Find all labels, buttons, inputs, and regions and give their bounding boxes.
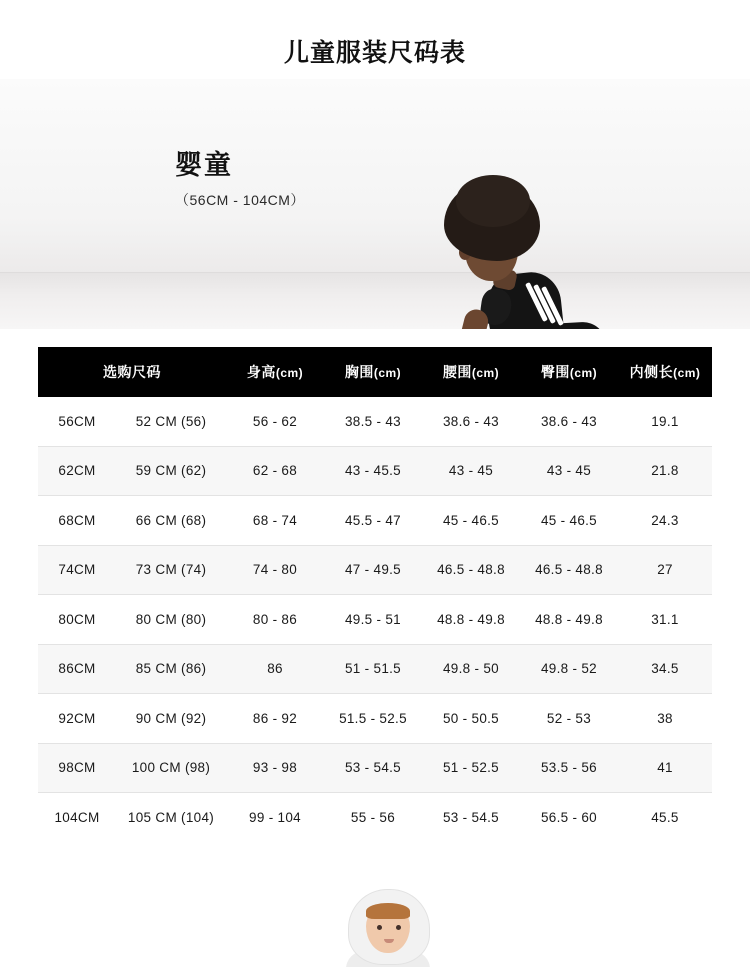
cell-chest: 51 - 51.5 <box>324 644 422 694</box>
child-eye-right <box>396 925 401 930</box>
column-header-chest: 胸围(cm) <box>324 347 422 397</box>
table-row <box>38 446 712 496</box>
size-table-head <box>38 347 712 397</box>
cell-pick: 73 CM (74) <box>116 545 226 595</box>
child-in-white-hoodie-photo <box>330 889 446 967</box>
cell-waist: 51 - 52.5 <box>422 743 520 793</box>
cell-pick: 59 CM (62) <box>116 446 226 496</box>
table-row <box>38 743 712 793</box>
cell-inseam: 34.5 <box>618 644 712 694</box>
hero-floor <box>0 273 750 329</box>
cell-pick: 100 CM (98) <box>116 743 226 793</box>
cell-height: 68 - 74 <box>226 496 324 546</box>
cell-chest: 47 - 49.5 <box>324 545 422 595</box>
cell-size: 80CM <box>38 595 116 645</box>
cell-inseam: 41 <box>618 743 712 793</box>
cell-pick: 85 CM (86) <box>116 644 226 694</box>
cell-size: 92CM <box>38 694 116 744</box>
cell-hip: 49.8 - 52 <box>520 644 618 694</box>
toddler-hair-top <box>456 175 530 227</box>
cell-height: 86 - 92 <box>226 694 324 744</box>
cell-pick: 80 CM (80) <box>116 595 226 645</box>
page-title: 儿童服装尺码表 <box>283 39 466 67</box>
cell-waist: 46.5 - 48.8 <box>422 545 520 595</box>
toddler-crawling-photo <box>408 181 623 329</box>
column-header-height: 身高(cm) <box>226 347 324 397</box>
cell-inseam: 31.1 <box>618 595 712 645</box>
cell-height: 62 - 68 <box>226 446 324 496</box>
cell-waist: 45 - 46.5 <box>422 496 520 546</box>
table-row <box>38 595 712 645</box>
cell-chest: 43 - 45.5 <box>324 446 422 496</box>
cell-size: 98CM <box>38 743 116 793</box>
cell-inseam: 27 <box>618 545 712 595</box>
hero-text-block <box>175 149 305 210</box>
cell-waist: 38.6 - 43 <box>422 397 520 446</box>
hero-banner <box>0 79 750 329</box>
cell-waist: 50 - 50.5 <box>422 694 520 744</box>
cell-chest: 45.5 - 47 <box>324 496 422 546</box>
table-row <box>38 694 712 744</box>
cell-height: 93 - 98 <box>226 743 324 793</box>
cell-height: 99 - 104 <box>226 793 324 842</box>
column-header-inseam: 内侧长(cm) <box>618 347 712 397</box>
table-row <box>38 545 712 595</box>
child-hair-fringe <box>366 903 410 919</box>
child-eye-left <box>377 925 382 930</box>
cell-height: 74 - 80 <box>226 545 324 595</box>
cell-pick: 105 CM (104) <box>116 793 226 842</box>
cell-inseam: 21.8 <box>618 446 712 496</box>
cell-size: 104CM <box>38 793 116 842</box>
cell-height: 86 <box>226 644 324 694</box>
cell-chest: 51.5 - 52.5 <box>324 694 422 744</box>
cell-size: 86CM <box>38 644 116 694</box>
table-row <box>38 644 712 694</box>
bottom-banner <box>0 889 750 967</box>
table-header-row <box>38 347 712 397</box>
table-row <box>38 397 712 446</box>
cell-waist: 53 - 54.5 <box>422 793 520 842</box>
cell-pick: 66 CM (68) <box>116 496 226 546</box>
table-row <box>38 496 712 546</box>
cell-chest: 53 - 54.5 <box>324 743 422 793</box>
cell-hip: 52 - 53 <box>520 694 618 744</box>
cell-inseam: 38 <box>618 694 712 744</box>
cell-hip: 45 - 46.5 <box>520 496 618 546</box>
cell-inseam: 24.3 <box>618 496 712 546</box>
cell-waist: 48.8 - 49.8 <box>422 595 520 645</box>
column-header-pick-size: 选购尺码 <box>38 347 226 397</box>
cell-pick: 90 CM (92) <box>116 694 226 744</box>
cell-chest: 38.5 - 43 <box>324 397 422 446</box>
cell-hip: 56.5 - 60 <box>520 793 618 842</box>
cell-pick: 52 CM (56) <box>116 397 226 446</box>
cell-inseam: 19.1 <box>618 397 712 446</box>
cell-hip: 38.6 - 43 <box>520 397 618 446</box>
cell-inseam: 45.5 <box>618 793 712 842</box>
cell-height: 80 - 86 <box>226 595 324 645</box>
cell-hip: 53.5 - 56 <box>520 743 618 793</box>
size-table <box>38 347 712 842</box>
size-table-body <box>38 397 712 842</box>
cell-hip: 48.8 - 49.8 <box>520 595 618 645</box>
cell-height: 56 - 62 <box>226 397 324 446</box>
cell-size: 68CM <box>38 496 116 546</box>
cell-chest: 55 - 56 <box>324 793 422 842</box>
table-row <box>38 793 712 842</box>
hero-title: 婴童 <box>175 150 233 180</box>
cell-waist: 49.8 - 50 <box>422 644 520 694</box>
cell-hip: 46.5 - 48.8 <box>520 545 618 595</box>
cell-size: 56CM <box>38 397 116 446</box>
cell-hip: 43 - 45 <box>520 446 618 496</box>
cell-size: 62CM <box>38 446 116 496</box>
cell-chest: 49.5 - 51 <box>324 595 422 645</box>
size-table-wrapper <box>38 347 712 842</box>
hero-subtitle: （56CM - 104CM） <box>175 192 305 209</box>
cell-size: 74CM <box>38 545 116 595</box>
column-header-hip: 臀围(cm) <box>520 347 618 397</box>
column-header-waist: 腰围(cm) <box>422 347 520 397</box>
cell-waist: 43 - 45 <box>422 446 520 496</box>
